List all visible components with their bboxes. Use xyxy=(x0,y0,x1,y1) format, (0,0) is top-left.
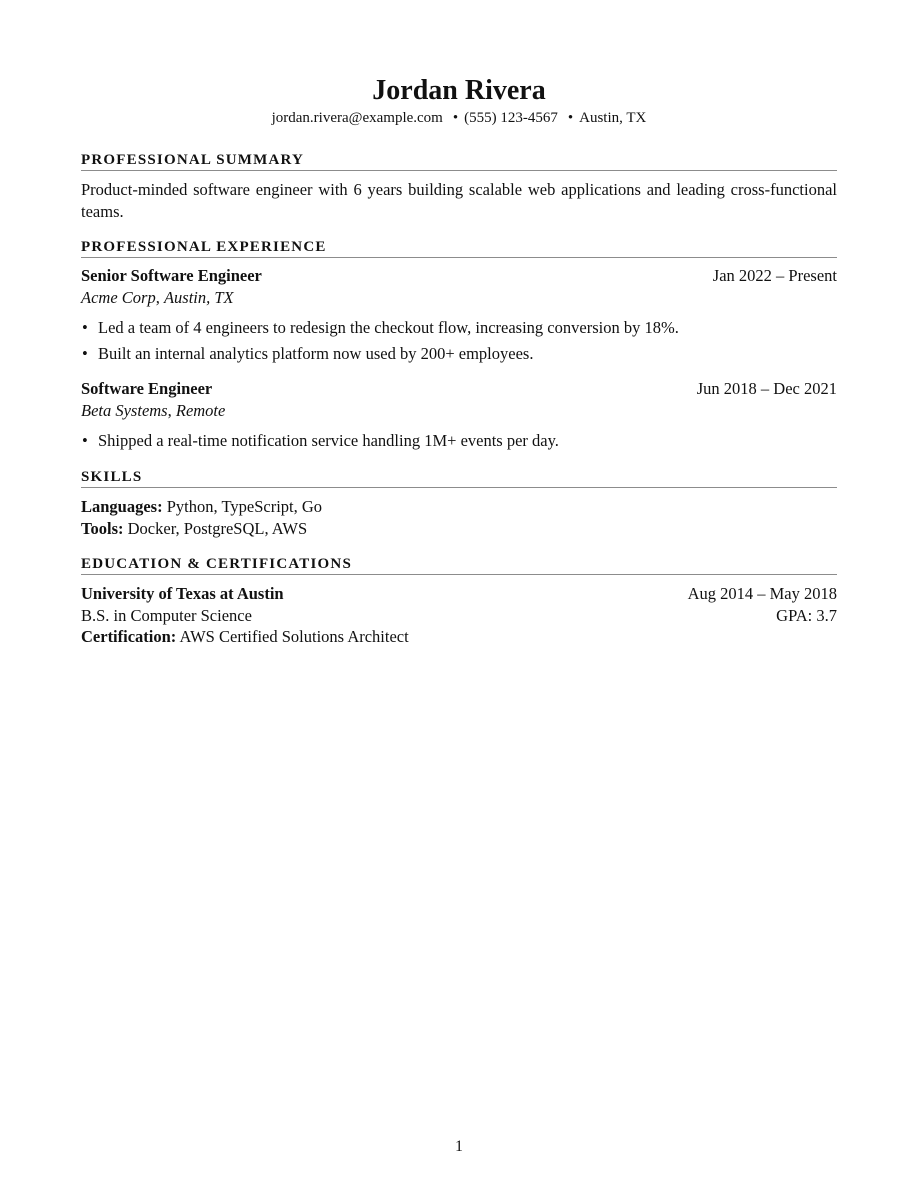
education-degree: B.S. in Computer Science xyxy=(81,605,252,625)
bullet-text: Led a team of 4 engineers to redesign the checkout flow, increasing conversion by 18%. xyxy=(98,318,679,337)
job-bullets xyxy=(81,430,837,456)
experience-entry xyxy=(81,378,837,456)
skills-languages-label: Languages: xyxy=(81,497,163,516)
bullet-separator: • xyxy=(567,110,574,126)
bullet-dot: • xyxy=(82,431,88,450)
skills-tools-label: Tools: xyxy=(81,518,124,538)
education-degree-line xyxy=(81,605,837,627)
skills-languages-value: Python, TypeScript, Go xyxy=(166,497,323,516)
skills-languages xyxy=(81,496,837,518)
list-item xyxy=(81,343,837,369)
summary-text: Product-minded software engineer with 6 years building scalable web applications and leading cross-functional teams. xyxy=(81,180,837,221)
contact-phone: (555) 123-4567 xyxy=(464,110,558,126)
bullet-dot: • xyxy=(82,344,88,363)
bullet-separator: • xyxy=(452,110,459,126)
contact-email: jordan.rivera@example.com xyxy=(271,110,443,126)
list-item xyxy=(81,430,837,456)
job-company-line: Acme Corp, Austin, TX xyxy=(81,288,234,307)
job-header xyxy=(81,378,837,400)
job-title: Senior Software Engineer xyxy=(81,266,262,285)
experience-entry xyxy=(81,265,837,369)
section-heading-experience: PROFESSIONAL EXPERIENCE xyxy=(81,237,837,258)
bullet-text: Shipped a real-time notification service handling 1M+ events per day. xyxy=(98,431,559,450)
bullet-text: Built an internal analytics platform now used by 200+ employees. xyxy=(98,344,534,363)
job-company-line: Beta Systems, Remote xyxy=(81,401,226,420)
job-title: Software Engineer xyxy=(81,379,213,398)
job-header xyxy=(81,265,837,287)
education-dates: Aug 2014 – May 2018 xyxy=(687,584,837,603)
skills-block xyxy=(81,496,837,539)
job-location: Remote xyxy=(175,401,226,420)
certification-line xyxy=(81,626,837,648)
job-dates: Jun 2018 – Dec 2021 xyxy=(696,379,837,398)
job-company: Acme Corp xyxy=(81,288,156,307)
skills-tools xyxy=(81,518,837,540)
certification-value: AWS Certified Solutions Architect xyxy=(179,627,409,646)
education-block xyxy=(81,583,837,648)
contact-line xyxy=(81,108,837,128)
section-heading-skills: SKILLS xyxy=(81,467,837,488)
resume-page xyxy=(81,0,837,1188)
section-heading-education: EDUCATION & CERTIFICATIONS xyxy=(81,554,837,575)
page-number: 1 xyxy=(455,1138,463,1155)
certification-label: Certification: xyxy=(81,627,177,646)
education-school: University of Texas at Austin xyxy=(81,584,284,603)
job-location: Austin, TX xyxy=(163,288,234,307)
job-dates: Jan 2022 – Present xyxy=(712,266,837,285)
bullet-dot: • xyxy=(82,318,88,337)
section-heading-summary: PROFESSIONAL SUMMARY xyxy=(81,150,837,171)
skills-tools-value: Docker, PostgreSQL, AWS xyxy=(127,518,308,538)
list-item xyxy=(81,317,837,343)
contact-location: Austin, TX xyxy=(579,110,647,126)
candidate-name: Jordan Rivera xyxy=(372,75,546,106)
education-header xyxy=(81,583,837,605)
education-gpa: GPA: 3.7 xyxy=(776,605,837,625)
job-bullets xyxy=(81,317,837,369)
job-company: Beta Systems xyxy=(81,401,168,420)
